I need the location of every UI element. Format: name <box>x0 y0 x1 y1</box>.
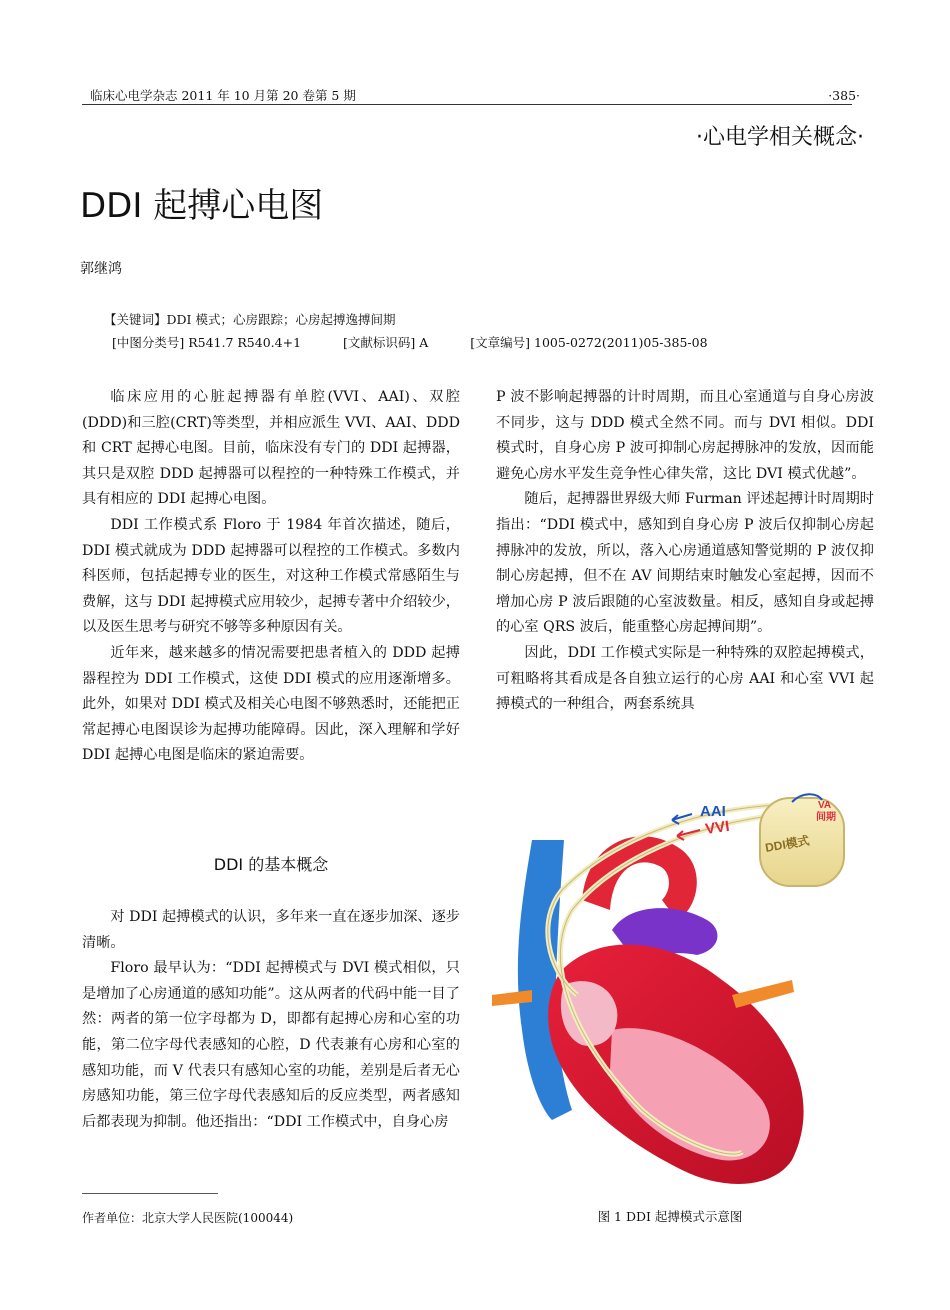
section-heading: DDI 的基本概念 <box>213 855 329 874</box>
paragraph: Floro 最早认为：“DDI 起搏模式与 DVI 模式相似，只是增加了心房通道的感知功能”。这从两者的代码中能一目了然：两者的第一位字母都为 D，即都有起搏心房和心室的功能，第二位字母代表感知的心腔，D 代表兼有心房和心室的感知功能，而 V 代表只有感知心室的功能，差别是后者无心房感知功能，第三位字母代表感知后的反应类型，两者感知后都表现为抑制。他还指出：“DDI 工作模式中，自身心房 <box>82 960 460 1130</box>
article-title: DDI 起搏心电图 <box>80 186 324 226</box>
va-label: VA <box>818 800 832 811</box>
footnote-rule <box>82 1193 218 1194</box>
left-column <box>82 385 460 769</box>
section-name: ·心电学相关概念· <box>696 125 864 150</box>
header-rule <box>82 104 852 105</box>
figure-caption: 图 1 DDI 起搏模式示意图 <box>597 1209 743 1224</box>
document-code: [文献标识码] A <box>343 335 429 350</box>
heart-pacing-figure <box>492 780 848 1195</box>
author-affiliation: 作者单位：北京大学人民医院(100044) <box>82 1211 294 1225</box>
keywords: 【关键词】DDI 模式；心房跟踪；心房起搏逸搏间期 <box>104 312 396 327</box>
paragraph: 近年来，越来越多的情况需要把患者植入的 DDD 起搏器程控为 DDI 工作模式，这使 DDI 模式的应用逐渐增多。此外，如果对 DDI 模式及相关心电图不够熟悉时，还能把正常起搏心电图误诊为起搏功能障碍。因此，深入理解和学好 DDI 起搏心电图是临床的紧迫需要。 <box>82 644 460 764</box>
journal-header: 临床心电学杂志 2011 年 10 月第 20 卷第 5 期 <box>90 88 356 103</box>
page-number: ·385· <box>828 88 860 103</box>
paragraph: P 波不影响起搏器的计时周期，而且心室通道与自身心房波不同步，这与 DDD 模式全然不同。而与 DVI 相似。DDI 模式时，自身心房 P 波可抑制心房起搏脉冲的发放，因而能避免心房水平发生竞争性心律失常，这比 DVI 模式优越”。 <box>496 389 874 482</box>
aai-label: AAI <box>700 803 726 820</box>
device-label: DDI模式 <box>764 833 811 855</box>
interval-label: 间期 <box>816 812 836 823</box>
right-column <box>496 385 874 718</box>
paragraph: 对 DDI 起搏模式的认识，多年来一直在逐步加深、逐步清晰。 <box>82 909 460 951</box>
classification-line <box>112 333 746 351</box>
left-column-continued <box>82 905 460 1135</box>
aorta <box>582 836 697 920</box>
paragraph: 临床应用的心脏起搏器有单腔(VVI、AAI)、双腔(DDD)和三腔(CRT)等类型，并相应派生 VVI、AAI、DDD 和 CRT 起搏心电图。目前，临床没有专门的 DDI 起搏器，其只是双腔 DDD 起搏器可以程控的一种特殊工作模式，并具有相应的 DDI 起搏心电图。 <box>82 389 460 508</box>
author-name: 郭继鸿 <box>80 261 122 277</box>
article-number: [文章编号] 1005-0272(2011)05-385-08 <box>470 335 708 350</box>
paragraph: 因此，DDI 工作模式实际是一种特殊的双腔起搏模式，可粗略将其看成是各自独立运行的心房 AAI 和心室 VVI 起搏模式的一种组合，两套系统具 <box>496 644 874 713</box>
paragraph: DDI 工作模式系 Floro 于 1984 年首次描述，随后，DDI 模式就成为 DDD 起搏器可以程控的工作模式。多数内科医师，包括起搏专业的医生，对这种工作模式常感陌生与费解，这与 DDI 起搏模式应用较少，起搏专著中介绍较少，以及医生思考与研究不够等多种原因有关。 <box>82 516 460 636</box>
paragraph: 随后，起搏器世界级大师 Furman 评述起搏计时周期时指出：“DDI 模式中，感知到自身心房 P 波后仅抑制心房起搏脉冲的发放，所以，落入心房通道感知警觉期的 P 波仅抑制心房起搏，但不在 AV 间期结束时触发心室起搏，因而不增加心房 P 波后跟随的心室波数量。相反，感知自身或起搏的心室 QRS 波后，能重整心房起搏间期”。 <box>496 491 874 636</box>
vvi-label: VVI <box>704 817 731 838</box>
clc-number: [中图分类号] R541.7 R540.4+1 <box>112 335 302 350</box>
